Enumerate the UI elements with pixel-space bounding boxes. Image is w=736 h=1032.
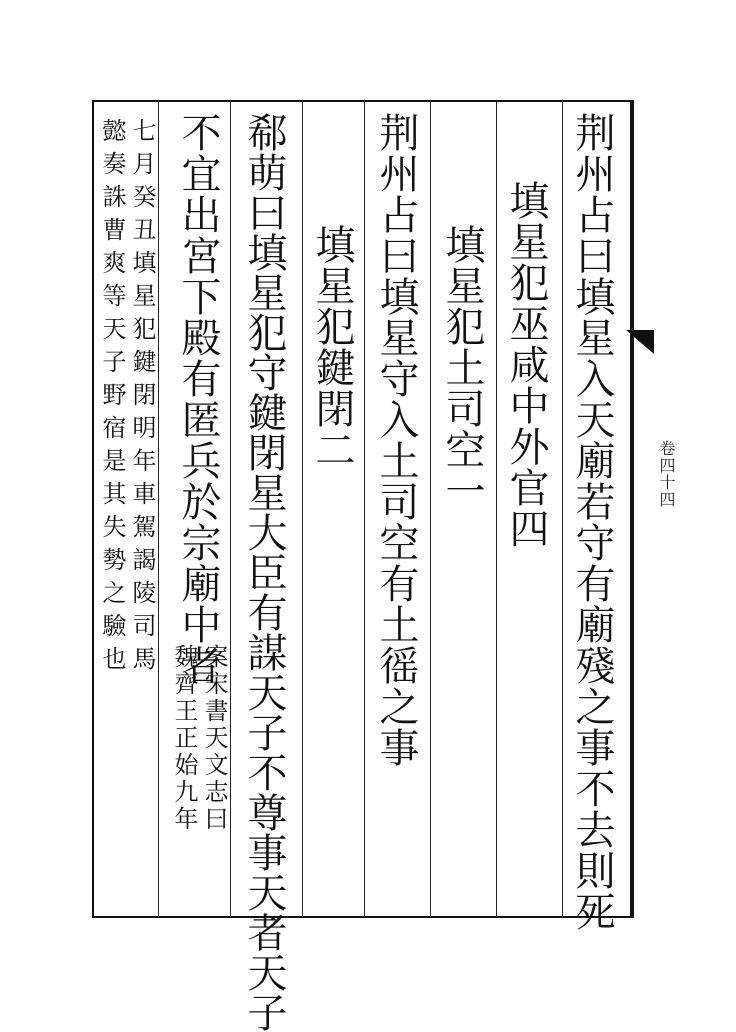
text-column-4: 荆州占曰填星守入土司空有土徭之事 [373, 112, 419, 768]
text-column-7: 不宜出宮下殿有匿兵於宗廟中者 [175, 112, 221, 686]
text-column-6: 郗萌曰填星犯守鍵閉星大臣有謀天子不尊事天者天子 [241, 112, 287, 1032]
page-number: 卷四十四 [657, 440, 676, 508]
column-rule [230, 100, 231, 918]
text-column-3: 填星犯土司空一 [439, 224, 485, 511]
column-rule [158, 100, 159, 918]
side-title-wrap [614, 96, 670, 336]
annotation-line-3: 七月癸丑填星犯鍵閉明年車駕謁陵司馬 [128, 118, 156, 679]
text-column-1: 荆州占曰填星入天廟若守有廟殘之事不去則死 [569, 112, 615, 932]
text-column-5: 填星犯鍵閉二 [309, 224, 355, 470]
text-column-2: 填星犯巫咸中外官四 [503, 180, 549, 549]
column-rule [430, 100, 431, 918]
annotation-line-1: 案宋書天文志曰 [200, 644, 228, 833]
annotation-line-2: 魏齊王正始九年 [170, 644, 198, 833]
column-rule [302, 100, 303, 918]
column-rule [562, 100, 563, 918]
annotation-line-4: 懿奏誅曹爽等天子野宿是其失勢之驗也 [98, 118, 126, 679]
column-rule [364, 100, 365, 918]
fishtail-mark [626, 330, 654, 354]
column-rule [496, 100, 497, 918]
